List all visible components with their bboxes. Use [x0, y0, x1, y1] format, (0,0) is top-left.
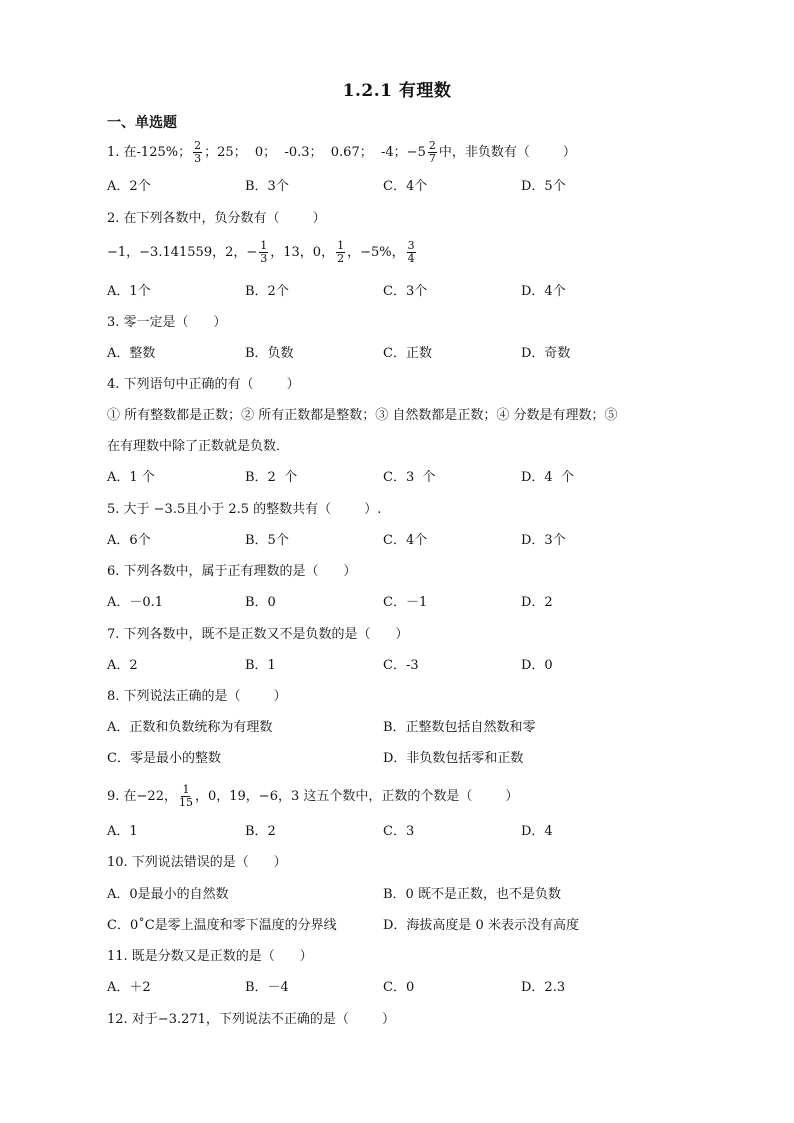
question-9-stem: 9. 在−22， $\frac{1}{15}$ ，0，19，−6，3 这五个数中，正数的个数是（ ） — [107, 783, 519, 809]
question-10-option-c: C．0˚C是零上温度和零下温度的分界线 — [107, 918, 337, 933]
question-7-stem: 7. 下列各数中，既不是正数又不是负数的是（ ） — [107, 627, 409, 642]
page-title: 1.2.1 有理数 — [342, 81, 452, 101]
question-3-option-b: B．负数 — [245, 346, 294, 361]
question-5-option-b: B．5个 — [245, 533, 289, 548]
question-5-option-d: D．3个 — [521, 533, 566, 548]
question-9-option-b: B．2 — [245, 824, 276, 839]
question-10-option-d: D．海拔高度是 0 米表示没有高度 — [383, 918, 579, 933]
question-10-option-b: B．0 既不是正数，也不是负数 — [383, 887, 561, 902]
question-6-stem: 6. 下列各数中，属于正有理数的是（ ） — [107, 564, 357, 579]
question-2-numbers: −1，−3.141559，2，− $\frac{1}{3}$ ，13，0， $\frac{1}{2}$ ，−5%， $\frac{3}{4}$ — [107, 239, 415, 265]
question-1-stem: 1. 在-125%； $\frac{2}{3}$ ；25； 0； -0.3； 0.67； -4； −5 $\frac{2}{7}$ 中，非负数有（ ） — [107, 139, 576, 165]
question-2-option-a: A．1个 — [107, 284, 151, 299]
question-9-option-a: A．1 — [107, 824, 138, 839]
question-6-option-d: D．2 — [521, 595, 553, 610]
fraction: $\frac{2}{3}$ — [194, 139, 202, 165]
question-6-option-c: C．－1 — [383, 595, 428, 610]
question-3-option-d: D．奇数 — [521, 346, 571, 361]
question-2-option-b: B．2个 — [245, 284, 289, 299]
question-3-option-a: A．整数 — [107, 346, 156, 361]
question-7-option-a: A．2 — [107, 658, 138, 673]
question-9-option-d: D．4 — [521, 824, 553, 839]
question-6-option-a: A．－0.1 — [107, 595, 164, 610]
question-4-statement-line-1: ① 所有整数都是正数；② 所有正数都是整数；③ 自然数都是正数；④ 分数是有理数；⑤ — [107, 408, 618, 423]
question-1-option-c: C．4个 — [383, 179, 428, 194]
question-4-option-a: A．1 个 — [107, 470, 155, 485]
question-11-option-b: B．－4 — [245, 980, 289, 995]
question-4-option-c: C．3 个 — [383, 470, 436, 485]
section-heading: 一、单选题 — [107, 115, 177, 131]
question-1-option-d: D．5个 — [521, 179, 566, 194]
question-11-option-c: C．0 — [383, 980, 415, 995]
question-7-option-d: D．0 — [521, 658, 553, 673]
question-2-option-c: C．3个 — [383, 284, 428, 299]
question-4-option-d: D．4 个 — [521, 470, 574, 485]
question-4-stem: 4. 下列语句中正确的有（ ） — [107, 377, 300, 392]
question-9-option-c: C．3 — [383, 824, 415, 839]
question-1-option-b: B．3个 — [245, 179, 289, 194]
question-11-stem: 11. 既是分数又是正数的是（ ） — [107, 949, 313, 964]
question-4-statement-line-2: 在有理数中除了正数就是负数． — [107, 439, 290, 454]
question-4-option-b: B．2 个 — [245, 470, 298, 485]
mixed-number: −5 $\frac{2}{7}$ — [406, 139, 436, 165]
question-7-option-c: C．-3 — [383, 658, 419, 673]
question-2-option-d: D．4个 — [521, 284, 566, 299]
question-8-option-c: C．零是最小的整数 — [107, 751, 221, 766]
question-12-stem: 12. 对于−3.271，下列说法不正确的是（ ） — [107, 1012, 395, 1027]
question-8-option-d: D．非负数包括零和正数 — [383, 751, 524, 766]
question-8-option-a: A．正数和负数统称为有理数 — [107, 720, 273, 735]
question-8-option-b: B．正整数包括自然数和零 — [383, 720, 536, 735]
question-3-stem: 3. 零一定是（ ） — [107, 315, 227, 330]
question-6-option-b: B．0 — [245, 595, 276, 610]
question-10-option-a: A．0是最小的自然数 — [107, 887, 229, 902]
question-2-stem: 2. 在下列各数中，负分数有（ ） — [107, 211, 326, 226]
question-11-option-a: A．＋2 — [107, 980, 151, 995]
question-1-option-a: A．2个 — [107, 179, 151, 194]
question-11-option-d: D．2.3 — [521, 980, 566, 995]
question-5-option-a: A．6个 — [107, 533, 151, 548]
question-3-option-c: C．正数 — [383, 346, 432, 361]
question-8-stem: 8. 下列说法正确的是（ ） — [107, 689, 287, 704]
question-5-stem: 5. 大于 −3.5且小于 2.5 的整数共有（ ）. — [107, 502, 382, 517]
question-10-stem: 10. 下列说法错误的是（ ） — [107, 855, 287, 870]
question-7-option-b: B．1 — [245, 658, 276, 673]
question-5-option-c: C．4个 — [383, 533, 428, 548]
